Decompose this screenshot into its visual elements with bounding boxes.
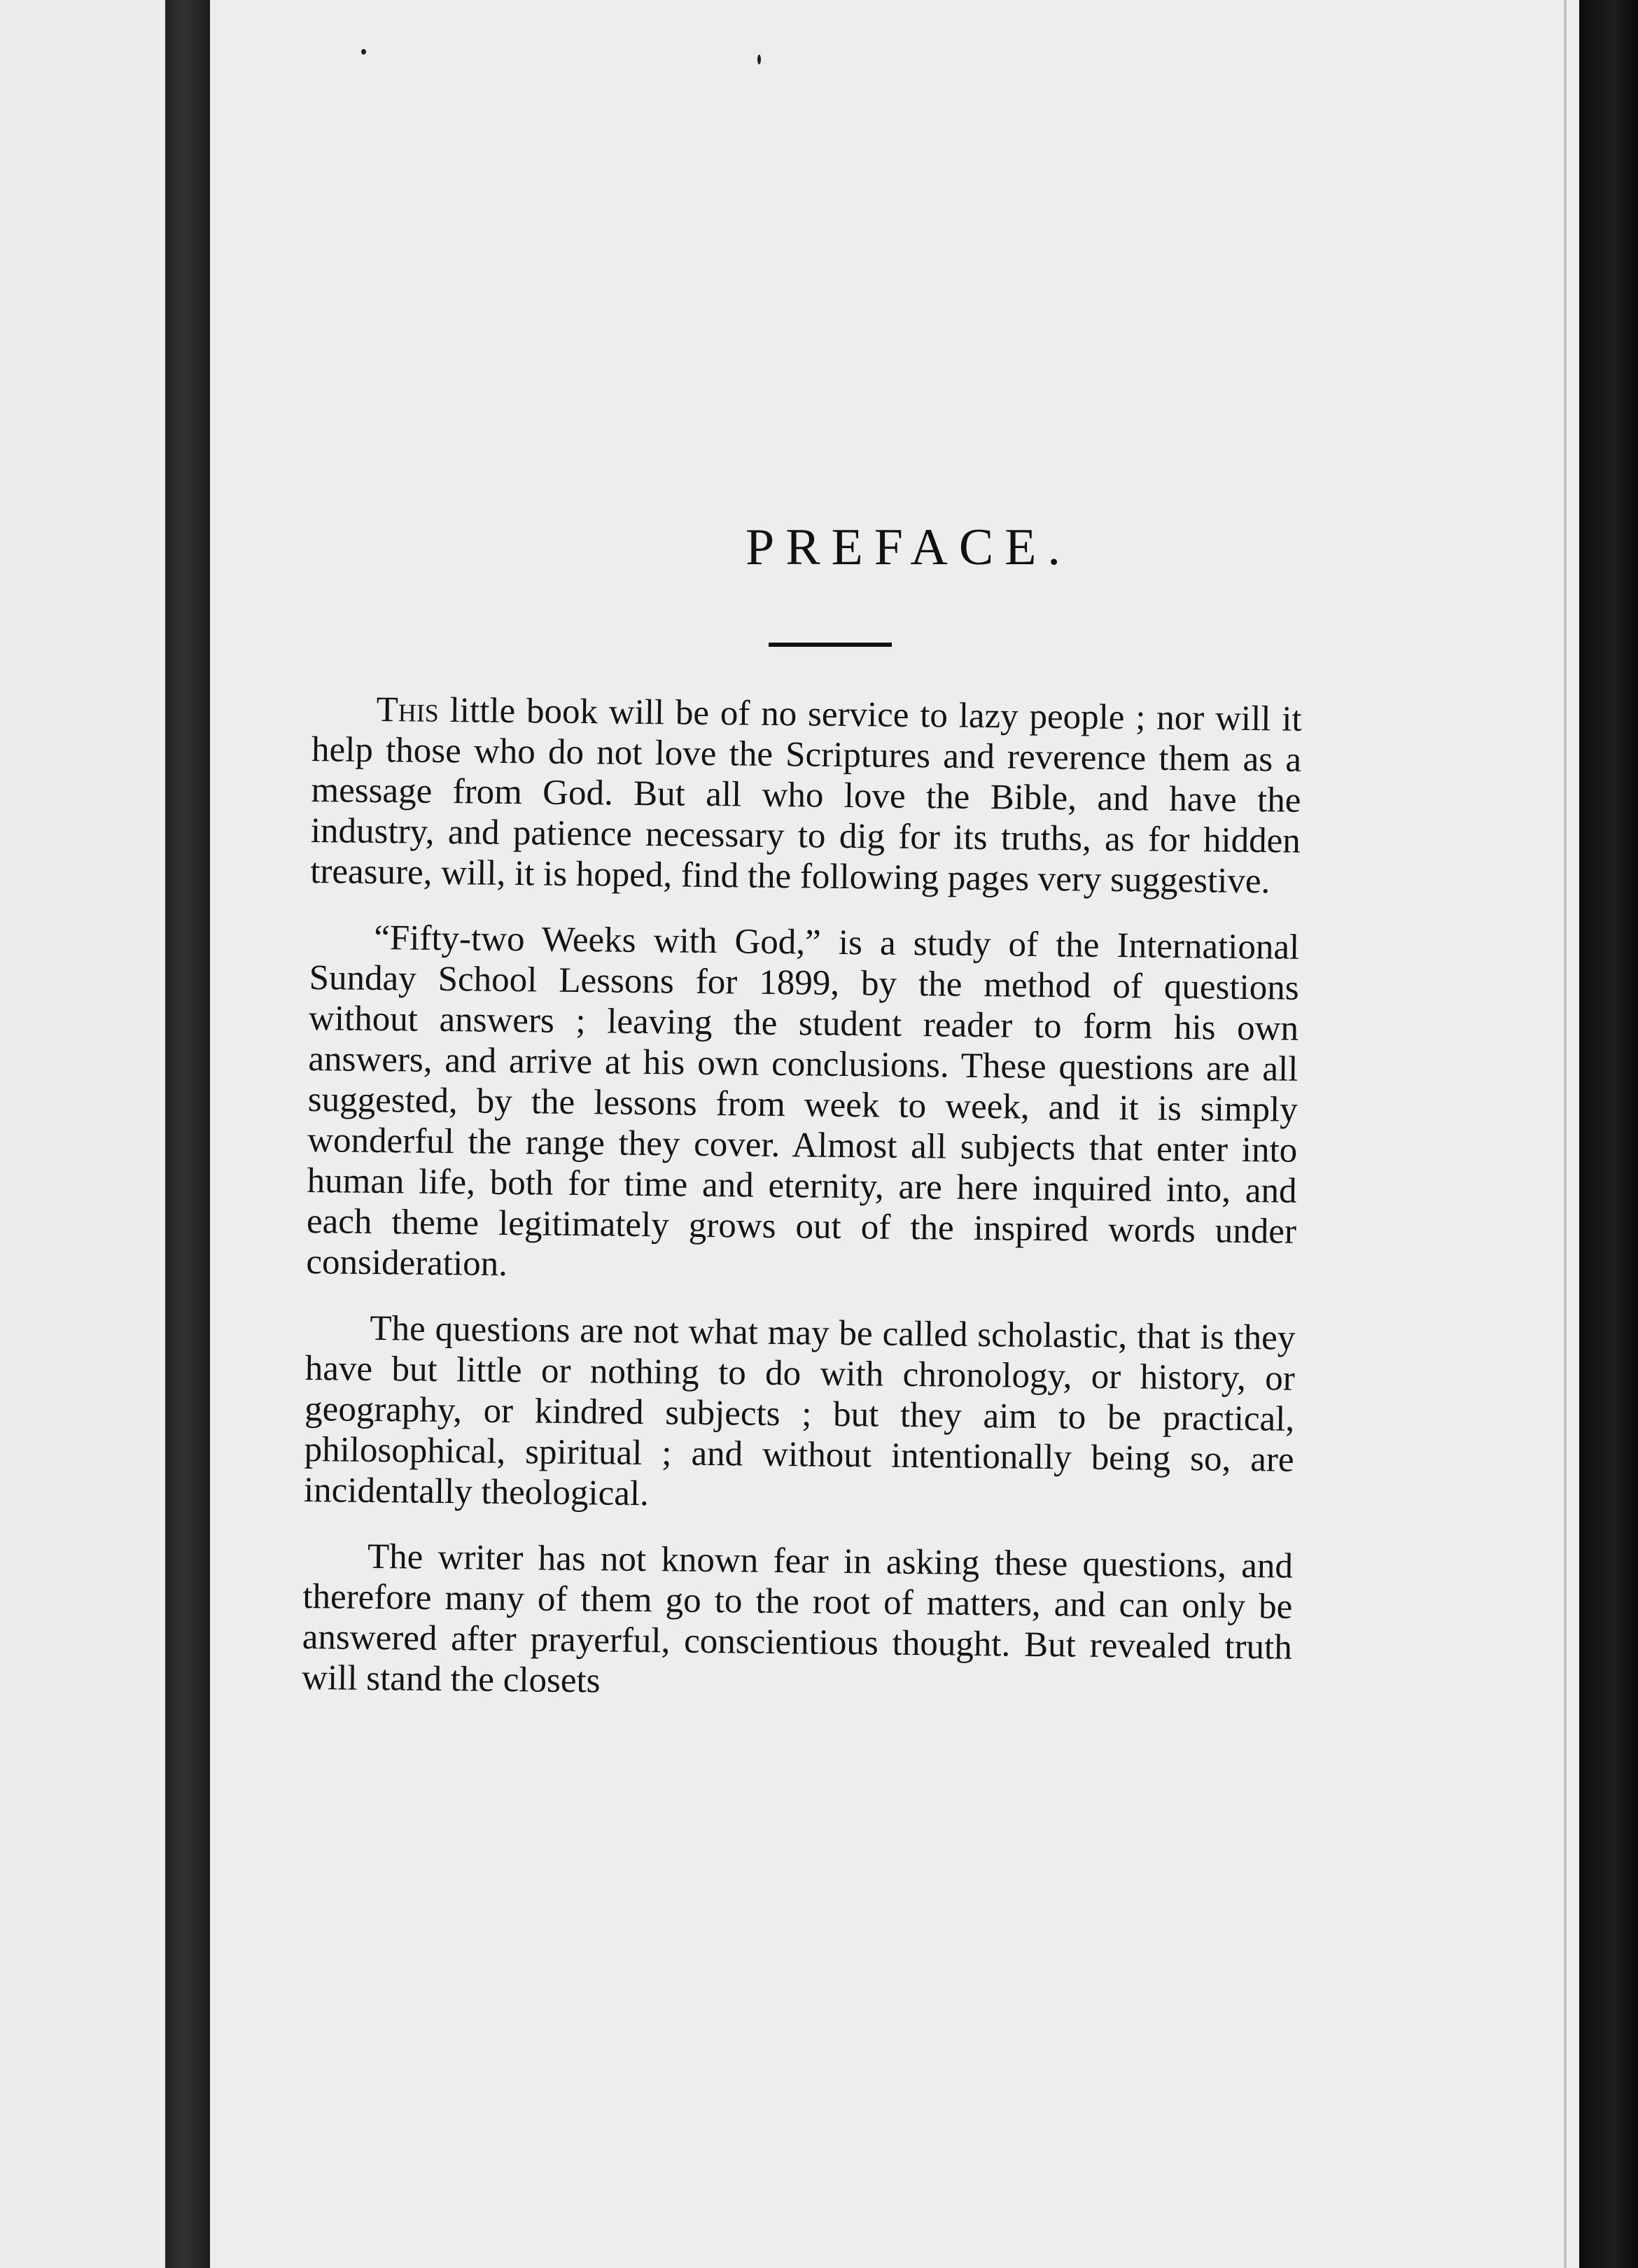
title-rule: [769, 643, 892, 647]
paragraph: [302, 1536, 1293, 1709]
dust-speck: [361, 49, 366, 55]
dust-speck: [757, 55, 761, 64]
paragraph-body: The questions are not what may be called scholastic, that is they have but little or nothing to do with chronology, or history, or geography, or kindred subjects ; but they aim to be practical, philosophical, spiritual ; and without intentionally being so, are incidentally theological.: [303, 1308, 1296, 1514]
preface-text: [302, 689, 1302, 1709]
left-page-edge: [0, 0, 165, 2268]
page-edge-shadow: [1579, 0, 1638, 2268]
page-title: PREFACE.: [746, 519, 1072, 576]
paragraph-body: “Fifty-two Weeks with God,” is a study of the International Sunday School Lessons for 1899, by the method of questions without answers ; leaving the student reader to form his own answers, and arrive at his own conclusions. These questions are all suggested, by the lessons from week to week, and it is simply wonderful the range they cover. Almost all subjects that enter into human life, both for time and eternity, are here inquired into, and each theme legitimately grows out of the inspired words under consideration.: [306, 918, 1300, 1284]
paragraph: [304, 1308, 1296, 1521]
paragraph: [306, 917, 1299, 1293]
paragraph-body: little book will be of no service to lazy people ; nor will it help those who do not love the Scriptures and reverence them as a message from God. But all who love the Bible, and have the industry, and patience necessary to dig for its truths, as for hidden treasure, will, it is hoped, find the following pages very suggestive.: [309, 690, 1302, 902]
paragraph-lead: This: [376, 690, 440, 730]
paragraph: [310, 689, 1302, 902]
book-gutter: [165, 0, 210, 2268]
page-edge-line: [1564, 0, 1567, 2268]
paragraph-body: The writer has not known fear in asking these questions, and therefore many of them go to the root of matters, and can only be answered after prayerful, conscientious thought. But revealed truth will stand the closets: [301, 1536, 1294, 1701]
